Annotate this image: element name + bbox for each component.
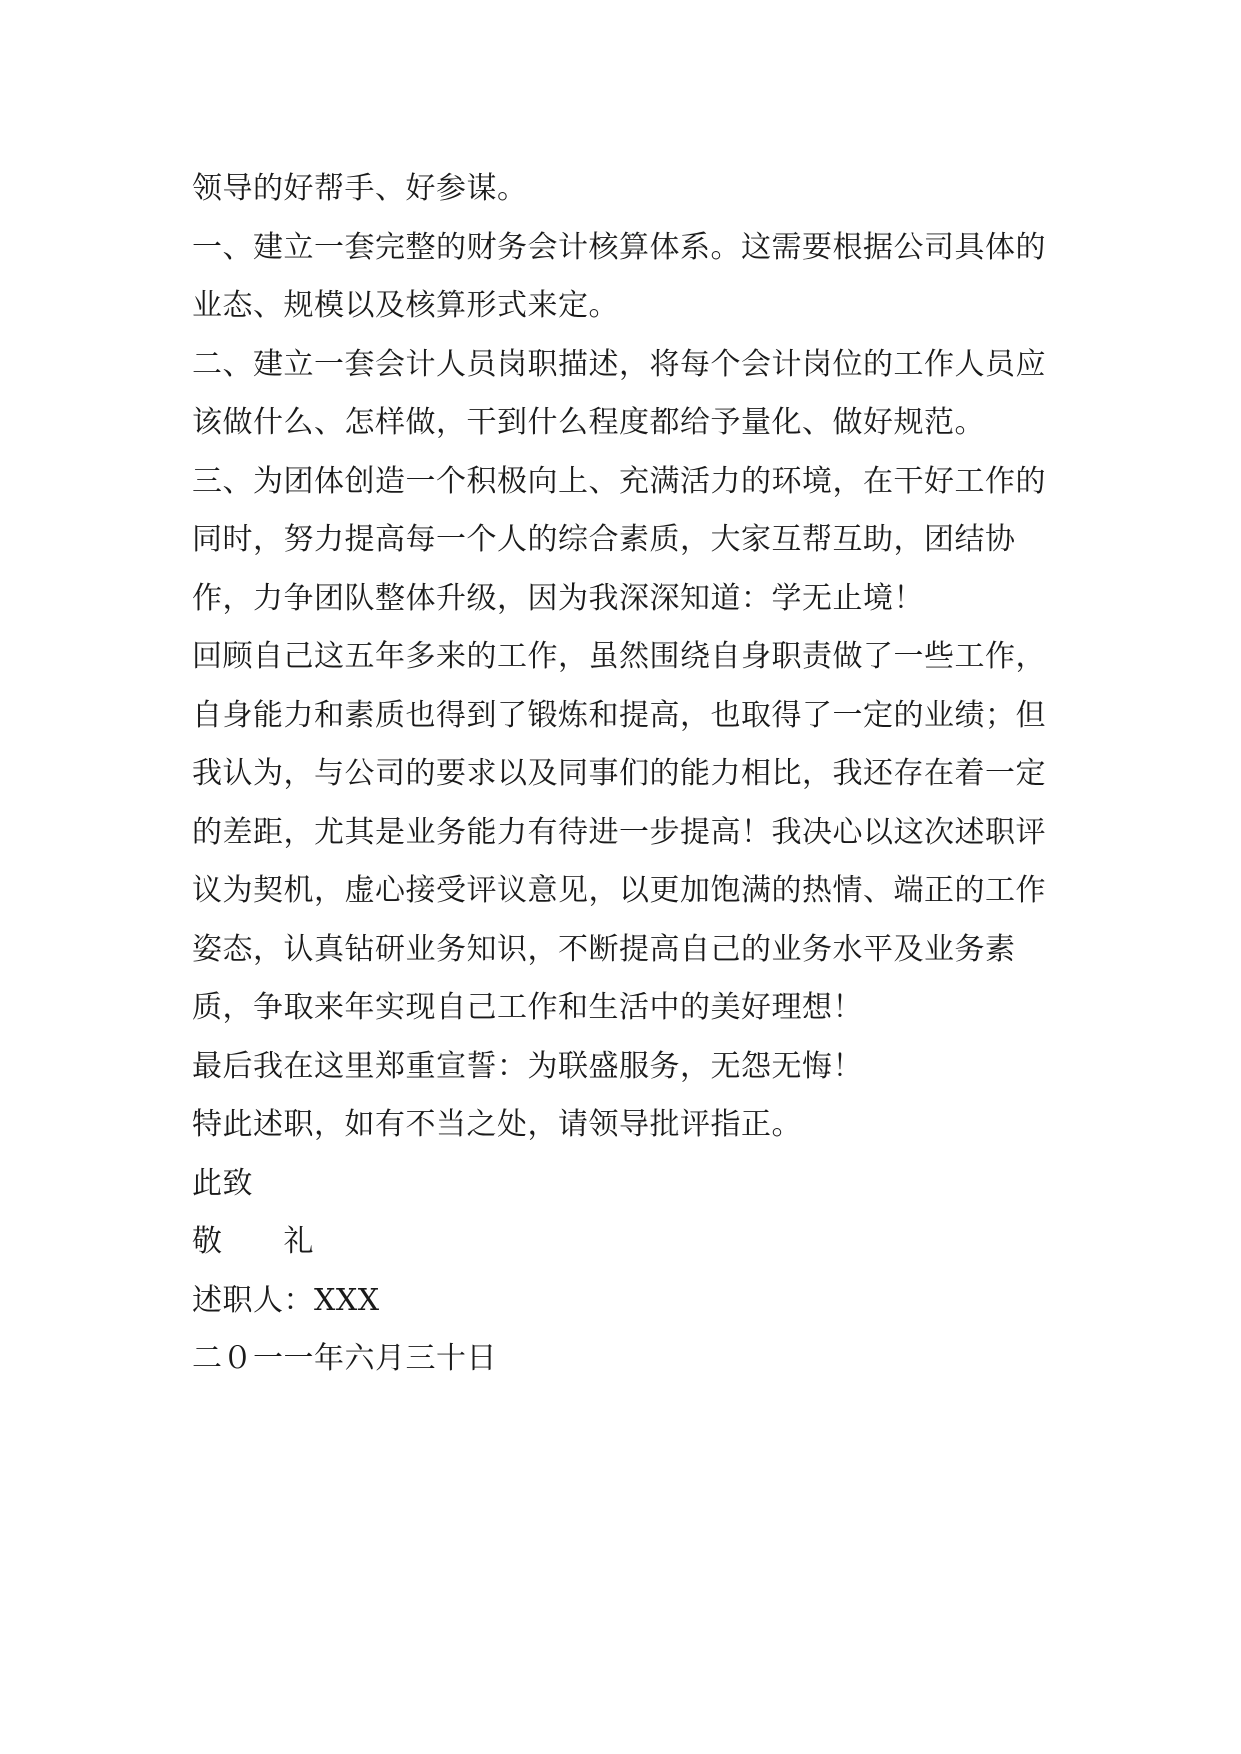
paragraph-6: 最后我在这里郑重宣誓：为联盛服务，无怨无悔！ xyxy=(192,1048,863,1084)
paragraph-1: 领导的好帮手、好参谋。 xyxy=(192,171,528,206)
closing-salutation-1: 此致 xyxy=(192,1165,253,1201)
paragraph-7: 特此述职，如有不当之处，请领导批评指正。 xyxy=(192,1107,802,1142)
closing-salutation-2: 敬 礼 xyxy=(192,1224,314,1259)
signature-line: 述职人：XXX xyxy=(192,1282,380,1318)
paragraph-5: 回顾自己这五年多来的工作，虽然围绕自身职责做了一些工作，自身能力和素质也得到了锻炼和提高，也取得了一定的业绩；但我认为，与公司的要求以及同事们的能力相比，我还存在着一定的差距，尤其是业务能力有待进一步提高！我决心以这次述职评议为契机，虚心接受评议意见，以更加饱满的热情、端正的工作姿态，认真钻研业务知识，不断提高自己的业务水平及业务素质，争取来年实现自己工作和生活中的美好理想！ xyxy=(192,639,1046,1025)
date-line: 二０一一年六月三十日 xyxy=(192,1341,497,1376)
paragraph-4: 三、为团体创造一个积极向上、充满活力的环境，在干好工作的同时，努力提高每一个人的综合素质，大家互帮互助，团结协作，力争团队整体升级，因为我深深知道：学无止境！ xyxy=(192,463,1046,616)
document-body xyxy=(192,160,1062,1389)
paragraph-3: 二、建立一套会计人员岗职描述，将每个会计岗位的工作人员应该做什么、怎样做，干到什么程度都给予量化、做好规范。 xyxy=(192,346,1046,440)
paragraph-2: 一、建立一套完整的财务会计核算体系。这需要根据公司具体的业态、规模以及核算形式来定。 xyxy=(192,229,1046,323)
